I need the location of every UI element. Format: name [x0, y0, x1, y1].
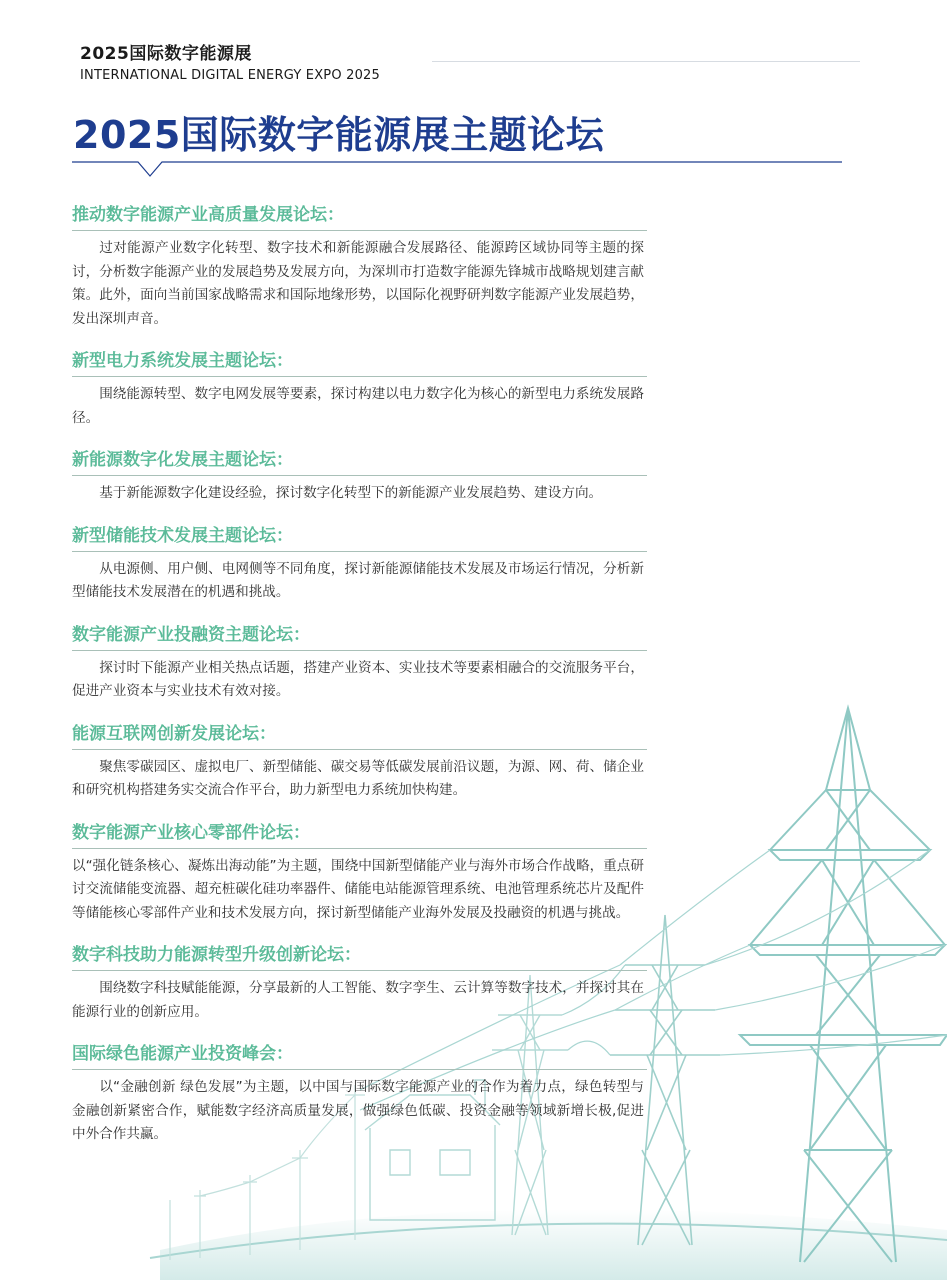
forum-title: 国际绿色能源产业投资峰会：: [72, 1042, 647, 1070]
forum-section: [72, 943, 652, 1024]
forum-section: [72, 1042, 652, 1147]
forum-description: 围绕能源转型、数字电网发展等要素，探讨构建以电力数字化为核心的新型电力系统发展路径。: [72, 386, 644, 426]
forum-description: 基于新能源数字化建设经验，探讨数字化转型下的新能源产业发展趋势、建设方向。: [99, 485, 603, 501]
title-underline: [0, 0, 947, 190]
forum-section: [72, 524, 652, 605]
forum-description: 聚焦零碳园区、虚拟电厂、新型储能、碳交易等低碳发展前沿议题，为源、网、荷、储企业和研究机构搭建务实交流合作平台，助力新型电力系统加快构建。: [72, 758, 644, 798]
expo-name-cn: 2025国际数字能源展: [80, 44, 252, 64]
forum-section: [72, 821, 652, 926]
forum-title: 新能源数字化发展主题论坛：: [72, 448, 647, 476]
expo-name-en: INTERNATIONAL DIGITAL ENERGY EXPO 2025: [80, 68, 380, 83]
forum-list: [72, 203, 652, 1165]
forum-title: 能源互联网创新发展论坛：: [72, 722, 647, 750]
forum-title: 数字能源产业核心零部件论坛：: [72, 821, 647, 849]
forum-section: [72, 203, 652, 331]
forum-title: 新型电力系统发展主题论坛：: [72, 349, 647, 377]
forum-section: [72, 722, 652, 803]
forum-description: 以“金融创新 绿色发展”为主题，以中国与国际数字能源产业的合作为着力点，绿色转型与金融创新紧密合作，赋能数字经济高质量发展，做强绿色低碳、投资金融等领域新增长极,促进中外合作共赢。: [72, 1079, 644, 1142]
forum-description: 探讨时下能源产业相关热点话题，搭建产业资本、实业技术等要素相融合的交流服务平台，促进产业资本与实业技术有效对接。: [72, 659, 644, 699]
forum-description: 围绕数字科技赋能能源，分享最新的人工智能、数字孪生、云计算等数字技术，并探讨其在能源行业的创新应用。: [72, 980, 644, 1020]
forum-title: 推动数字能源产业高质量发展论坛：: [72, 203, 647, 231]
forum-description: 以“强化链条核心、凝炼出海动能”为主题，围绕中国新型储能产业与海外市场合作战略，重点研讨交流储能变流器、超充桩碳化硅功率器件、储能电站能源管理系统、电池管理系统芯片及配件等储能核心零部件产业和技术发展方向，探讨新型储能产业海外发展及投融资的机遇与挑战。: [72, 857, 644, 921]
forum-section: [72, 349, 652, 430]
forum-description: 从电源侧、用户侧、电网侧等不同角度，探讨新能源储能技术发展及市场运行情况，分析新型储能技术发展潜在的机遇和挑战。: [72, 560, 644, 600]
large-tower-icon: [740, 708, 947, 1262]
forum-section: [72, 448, 652, 506]
forum-description: 过对能源产业数字化转型、数字技术和新能源融合发展路径、能源跨区域协同等主题的探讨，分析数字能源产业的发展趋势及发展方向，为深圳市打造数字能源先锋城市战略规划建言献策。此外，面向当前国家战略需求和国际地缘形势，以国际化视野研判数字能源产业发展趋势，发出深圳声音。: [72, 240, 644, 327]
page-title: 2025国际数字能源展主题论坛: [73, 113, 605, 157]
forum-title: 数字科技助力能源转型升级创新论坛：: [72, 943, 647, 971]
forum-section: [72, 623, 652, 704]
forum-title: 新型储能技术发展主题论坛：: [72, 524, 647, 552]
forum-title: 数字能源产业投融资主题论坛：: [72, 623, 647, 651]
